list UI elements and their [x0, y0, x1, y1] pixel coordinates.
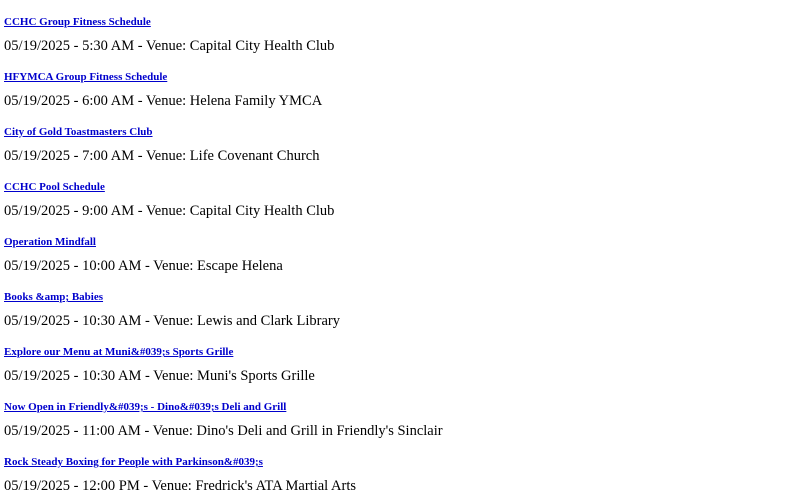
event-title-link[interactable]: Explore our Menu at Muni&#039;s Sports Grille	[4, 346, 234, 358]
event-title-link[interactable]: HFYMCA Group Fitness Schedule	[4, 71, 168, 83]
event-title-link[interactable]: CCHC Pool Schedule	[4, 181, 105, 193]
event-detail: 05/19/2025 - 12:00 PM - Venue: Fredrick's ATA Martial Arts	[4, 478, 356, 494]
list-item	[4, 228, 800, 283]
event-title-link[interactable]: Books &amp; Babies	[4, 291, 104, 303]
event-detail: 05/19/2025 - 6:00 AM - Venue: Helena Family YMCA	[4, 93, 323, 109]
list-item	[4, 118, 800, 173]
event-title-link[interactable]: Operation Mindfall	[4, 236, 96, 248]
event-detail: 05/19/2025 - 10:30 AM - Venue: Lewis and Clark Library	[4, 313, 340, 329]
list-item	[4, 173, 800, 228]
event-detail: 05/19/2025 - 10:00 AM - Venue: Escape Helena	[4, 258, 283, 274]
list-item	[4, 63, 800, 118]
list-item	[4, 448, 800, 503]
event-title-link[interactable]: Rock Steady Boxing for People with Parkinson&#039;s	[4, 456, 263, 468]
list-item	[4, 393, 800, 448]
event-detail: 05/19/2025 - 11:00 AM - Venue: Dino's Deli and Grill in Friendly's Sinclair	[4, 423, 443, 439]
event-title-link[interactable]: CCHC Group Fitness Schedule	[4, 16, 151, 28]
event-detail: 05/19/2025 - 7:00 AM - Venue: Life Covenant Church	[4, 148, 320, 164]
event-detail: 05/19/2025 - 9:00 AM - Venue: Capital City Health Club	[4, 203, 335, 219]
list-item	[4, 283, 800, 338]
event-detail: 05/19/2025 - 5:30 AM - Venue: Capital City Health Club	[4, 38, 335, 54]
event-title-link[interactable]: Now Open in Friendly&#039;s - Dino&#039;s Deli and Grill	[4, 401, 287, 413]
list-item	[4, 338, 800, 393]
event-detail: 05/19/2025 - 10:30 AM - Venue: Muni's Sports Grille	[4, 368, 315, 384]
list-item	[4, 8, 800, 63]
event-title-link[interactable]: City of Gold Toastmasters Club	[4, 126, 153, 138]
